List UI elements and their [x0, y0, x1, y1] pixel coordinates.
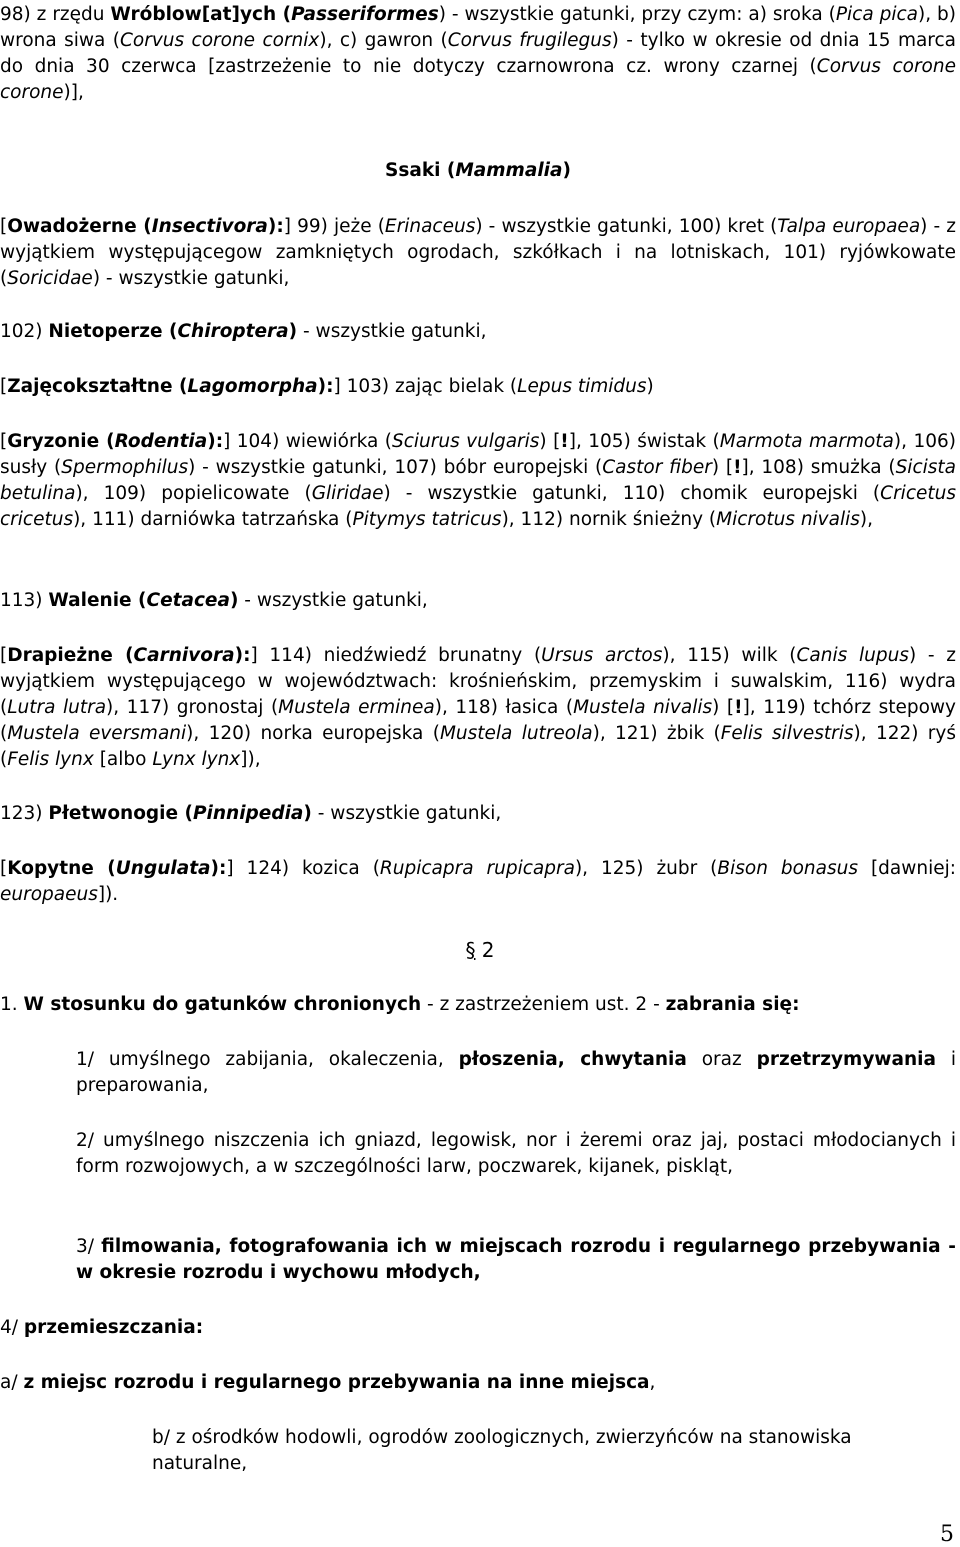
text-run: Pica pica	[835, 4, 918, 25]
text-run: ), c) gawron (	[319, 30, 448, 51]
text-run: 123)	[0, 803, 49, 824]
text-run: ] 104) wiewiórka (	[223, 431, 392, 452]
list-item-4b	[152, 1425, 852, 1477]
text-run: )	[303, 803, 312, 824]
text-run: a/	[0, 1372, 24, 1393]
text-run: Insectivora	[151, 216, 268, 237]
text-run: 98) z rzędu	[0, 4, 111, 25]
text-run: ), b) wrona siwa (	[0, 4, 956, 51]
text-run: Marmota marmota	[719, 431, 894, 452]
text-run: )],	[63, 82, 84, 103]
text-run: Zajęcokształtne (	[7, 376, 188, 397]
text-run: ), 121) żbik (	[592, 723, 721, 744]
text-run: Rodentia	[114, 431, 208, 452]
text-run: Microtus nivalis	[716, 509, 860, 530]
text-run: ) - tylko w okresie od dnia 15 marca do dnia 30 czerwca [zastrzeżenie to nie dotyczy czarnowrona cz. wrony czarnej (	[0, 30, 957, 77]
text-run: ) - wszystkie gatunki, przy czym: a) sroka (	[438, 4, 836, 25]
text-run: ), 118) łasica (	[434, 697, 574, 718]
text-run: 2/ umyślnego niszczenia ich gniazd, legowisk, nor i żeremi oraz jaj, postaci młodocianych i form rozwojowych, a w szczególności larw, poczwarek, kijanek, piskląt,	[76, 1130, 956, 1177]
text-run: zabrania się:	[665, 994, 800, 1015]
text-run: ) - z wyjątkiem występującego w województwach: krośnieńskim, przemyskim i suwalskim, 116) wydra (	[0, 645, 956, 718]
text-run: Canis lupus	[796, 645, 909, 666]
text-run: 113)	[0, 590, 49, 611]
section-number: 2	[475, 938, 495, 962]
text-run: ):	[234, 645, 251, 666]
text-run: - z zastrzeżeniem ust. 2 -	[421, 994, 666, 1015]
text-run: ), 120) norka europejska (	[186, 723, 440, 744]
text-run: i preparowania,	[76, 1049, 956, 1096]
text-run: ]).	[97, 884, 119, 905]
text-run: ):	[210, 858, 227, 879]
paragraph-lagomorpha	[0, 374, 956, 400]
text-run: Mustela nivalis	[573, 697, 713, 718]
text-run: Płetwonogie (	[48, 803, 193, 824]
text-run: 1/ umyślnego zabijania, okaleczenia,	[76, 1049, 459, 1070]
text-run: ]),	[240, 749, 261, 770]
text-run: ):	[317, 376, 334, 397]
text-run: Mustela erminea	[278, 697, 435, 718]
text-run: Erinaceus	[384, 216, 476, 237]
text-run: [	[0, 858, 8, 879]
text-run: ) - wszystkie gatunki, 100) kret (	[475, 216, 778, 237]
text-run: ), 111) darniówka tatrzańska (	[73, 509, 353, 530]
list-item-2	[76, 1128, 956, 1180]
text-run: ) - z wyjątkiem występującegow zamkniętych ogrodach, szkółkach i na lotniskach, 101) ryjówkowate (	[0, 216, 956, 289]
text-run: ):	[207, 431, 224, 452]
paragraph-ungulata	[0, 856, 956, 908]
text-run: - wszystkie gatunki,	[297, 321, 487, 342]
text-run: Ssaki (	[385, 160, 456, 181]
text-run: Sciurus vulgaris	[391, 431, 540, 452]
text-run: Spermophilus	[61, 457, 189, 478]
text-run: ), 106) susły (	[0, 431, 956, 478]
text-run: ):	[267, 216, 284, 237]
paragraph-rodentia	[0, 429, 956, 533]
text-run: Castor fiber	[602, 457, 712, 478]
text-run: ,	[649, 1372, 656, 1393]
text-run: ), 112) nornik śnieżny (	[501, 509, 717, 530]
text-run: przetrzymywania	[756, 1049, 936, 1070]
text-run: ), 117) gronostaj (	[106, 697, 279, 718]
text-run: [albo	[93, 749, 153, 770]
paragraph-carnivora	[0, 643, 956, 773]
text-run: Chiroptera	[177, 321, 289, 342]
text-run: ) [	[539, 431, 561, 452]
text-run: - wszystkie gatunki,	[238, 590, 428, 611]
paragraph-prohibitions-intro	[0, 992, 956, 1018]
list-item-4a	[0, 1370, 956, 1396]
text-run: ] 103) zając bielak (	[333, 376, 518, 397]
text-run: Rupicapra rupicapra	[379, 858, 575, 879]
text-run: b/ z ośrodków hodowli, ogrodów zoologicznych, zwierzyńców na stanowiska naturalne,	[152, 1427, 852, 1474]
text-run: 1.	[0, 994, 24, 1015]
text-run: Corvus frugilegus	[447, 30, 612, 51]
text-run: Lagomorpha	[187, 376, 318, 397]
text-run: Felis silvestris	[720, 723, 854, 744]
text-run: ] 114) niedźwiedź brunatny (	[250, 645, 542, 666]
text-run: Soricidae	[7, 268, 93, 289]
text-run: ),	[859, 509, 873, 530]
text-run: 3/	[76, 1236, 102, 1257]
text-run: Mustela lutreola	[439, 723, 593, 744]
text-run: Corvus corone cornix	[119, 30, 320, 51]
page-number: 5	[940, 1522, 954, 1547]
text-run: ) - wszystkie gatunki,	[92, 268, 290, 289]
text-run: ), 115) wilk (	[662, 645, 797, 666]
text-run: Gliridae	[311, 483, 384, 504]
text-run: Cetacea	[146, 590, 230, 611]
text-run: [	[0, 376, 8, 397]
text-run: [dawniej:	[858, 858, 956, 879]
text-run: Mammalia	[455, 160, 563, 181]
section-sign: §	[465, 938, 476, 962]
text-run: ] 99) jeże (	[283, 216, 385, 237]
text-run: ) [	[711, 457, 734, 478]
text-run: ] 124) kozica (	[226, 858, 380, 879]
text-run: )	[229, 590, 239, 611]
text-run: Sicista betulina	[0, 457, 956, 504]
text-run: Lepus timidus	[517, 376, 647, 397]
text-run: Owadożerne (	[7, 216, 152, 237]
text-run: Pitymys tatricus	[352, 509, 502, 530]
text-run: [	[0, 431, 8, 452]
text-run: Drapieżne (	[7, 645, 134, 666]
text-run: [	[0, 216, 8, 237]
list-item-4	[0, 1315, 956, 1341]
text-run: płoszenia, chwytania	[458, 1049, 687, 1070]
text-run: Gryzonie (	[7, 431, 115, 452]
text-run: !	[560, 431, 569, 452]
text-run: Wróblow[at]ych (	[110, 4, 292, 25]
text-run: - wszystkie gatunki,	[311, 803, 502, 824]
text-run: Ungulata	[115, 858, 211, 879]
text-run: )	[288, 321, 298, 342]
paragraph-cetacea	[0, 588, 956, 614]
text-run: Carnivora	[133, 645, 235, 666]
text-run: ) - wszystkie gatunki, 107) bóbr europejski (	[188, 457, 603, 478]
text-run: ), 125) żubr (	[574, 858, 718, 879]
text-run: Mustela eversmani	[7, 723, 187, 744]
list-item-3	[76, 1234, 956, 1286]
text-run: oraz	[686, 1049, 757, 1070]
text-run: z miejsc rozrodu i regularnego przebywania na inne miejsca	[23, 1372, 650, 1393]
text-run: Kopytne (	[7, 858, 116, 879]
text-run: 4/	[0, 1317, 24, 1338]
text-run: Corvus corone corone	[0, 56, 956, 103]
text-run: Ursus arctos	[541, 645, 663, 666]
paragraph-pinnipedia	[0, 801, 956, 827]
text-run: !	[734, 697, 743, 718]
text-run: filmowania, fotografowania ich w miejscach rozrodu i regularnego przebywania - w okresie rozrodu i wychowu młodych,	[76, 1236, 956, 1283]
text-run: Bison bonasus	[717, 858, 858, 879]
section-heading	[0, 938, 960, 962]
text-run: ), 109) popielicowate (	[75, 483, 312, 504]
paragraph-insectivora	[0, 214, 956, 292]
text-run: Passeriformes	[291, 4, 439, 25]
text-run: ), 122) ryś (	[0, 723, 956, 770]
text-run: [	[0, 645, 8, 666]
text-run: Walenie (	[48, 590, 147, 611]
list-item-1	[76, 1047, 956, 1099]
text-run: Lynx lynx	[152, 749, 241, 770]
text-run: ) [	[712, 697, 735, 718]
paragraph-chiroptera	[0, 319, 956, 345]
text-run: Cricetus cricetus	[0, 483, 956, 530]
heading-mammalia	[0, 158, 956, 184]
text-run: Felis lynx	[7, 749, 94, 770]
text-run: W stosunku do gatunków chronionych	[23, 994, 422, 1015]
text-run: ], 105) świstak (	[568, 431, 720, 452]
text-run: Talpa europaea	[777, 216, 921, 237]
text-run: !	[733, 457, 742, 478]
text-run: Nietoperze (	[48, 321, 178, 342]
text-run: ) - wszystkie gatunki, 110) chomik europejski (	[383, 483, 881, 504]
paragraph-passeriformes	[0, 2, 956, 106]
text-run: ], 119) tchórz stepowy (	[0, 697, 956, 744]
text-run: Pinnipedia	[192, 803, 304, 824]
text-run: )	[646, 376, 654, 397]
text-run: )	[562, 160, 571, 181]
text-run: ], 108) smużka (	[741, 457, 896, 478]
text-run: 102)	[0, 321, 49, 342]
text-run: Lutra lutra	[7, 697, 107, 718]
text-run: przemieszczania:	[23, 1317, 204, 1338]
text-run: europaeus	[0, 884, 98, 905]
